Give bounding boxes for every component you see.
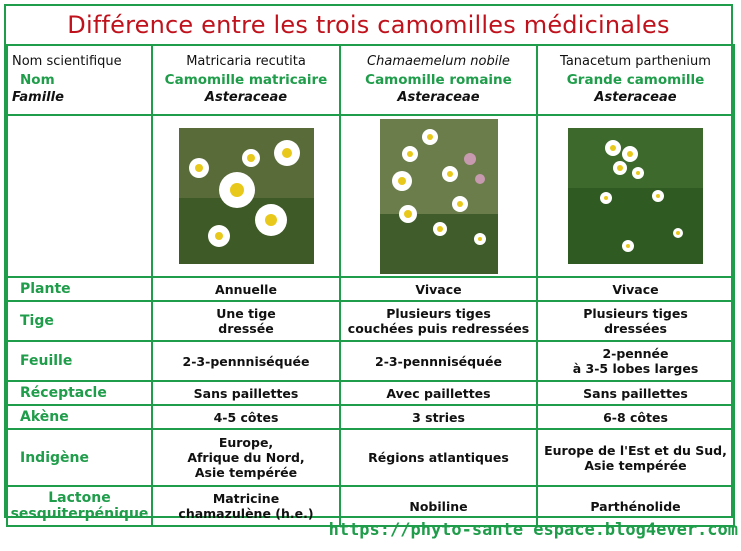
- photo-row: [7, 115, 734, 277]
- photo-cell: [152, 115, 340, 277]
- species-scientific-name: Tanacetum parthenium: [560, 54, 711, 69]
- photo-cell: [537, 115, 734, 277]
- cell-text: Europe de l'Est et du Sud,: [544, 442, 727, 458]
- cell-text: Sans paillettes: [583, 385, 688, 401]
- cell-text: Avec paillettes: [386, 385, 491, 401]
- table-cell: [152, 277, 340, 301]
- species-family: Asteraceae: [204, 90, 288, 105]
- characteristics-rows: [7, 277, 734, 526]
- cell-text: Sans paillettes: [193, 385, 299, 401]
- table-cell: [340, 381, 537, 405]
- cell-text: Une tige: [216, 306, 276, 321]
- row-label-text: Akène: [20, 409, 69, 425]
- matricaria-photo: [179, 128, 314, 264]
- label-family: Famille: [12, 90, 64, 105]
- footer-url: https://phyto-sante espace.blog4ever.com: [328, 520, 738, 540]
- label-scientific-name: Nom scientifique: [12, 54, 122, 69]
- species-common-name: Grande camomille: [566, 72, 705, 88]
- table-row: [7, 341, 734, 381]
- table-row: [7, 301, 734, 341]
- row-label-text: Lactone: [48, 490, 111, 506]
- table-cell: [152, 429, 340, 486]
- cell-text: à 3-5 lobes larges: [572, 361, 699, 376]
- cell-text: dressées: [604, 321, 667, 336]
- table-cell: [340, 429, 537, 486]
- row-label-text: Réceptacle: [20, 385, 107, 401]
- species-scientific-name: Matricaria recutita: [186, 54, 306, 69]
- chamaemelum-photo: [380, 119, 498, 274]
- table-cell: [537, 277, 734, 301]
- cell-text: 6-8 côtes: [603, 409, 668, 425]
- table-cell: [537, 301, 734, 341]
- page-title: Différence entre les trois camomilles médicinales: [67, 11, 670, 39]
- tanacetum-photo: [568, 128, 703, 264]
- table-row: [7, 429, 734, 486]
- table-row: [7, 381, 734, 405]
- cell-text: 4-5 côtes: [213, 409, 279, 425]
- table-cell: [340, 277, 537, 301]
- photo-empty-cell: [7, 115, 152, 277]
- table-cell: [537, 341, 734, 381]
- table-row: [7, 405, 734, 429]
- comparison-table: [6, 44, 735, 527]
- cell-text: 2-3-pennniséquée: [375, 353, 502, 369]
- row-label-text: Indigène: [20, 449, 89, 466]
- cell-text: Parthénolide: [590, 498, 681, 514]
- species-header-matricaria: [152, 45, 340, 115]
- row-label: [7, 301, 152, 341]
- header-labels-cell: [7, 45, 152, 115]
- row-label: [7, 405, 152, 429]
- table-cell: [152, 405, 340, 429]
- species-common-name: Camomille matricaire: [164, 72, 328, 88]
- table-cell: [537, 405, 734, 429]
- cell-text: Plusieurs tiges: [386, 306, 491, 321]
- table-row: [7, 277, 734, 301]
- table-cell: [152, 301, 340, 341]
- species-scientific-name: Chamaemelum nobile: [367, 54, 510, 69]
- row-label: [7, 429, 152, 486]
- cell-text: couchées puis redressées: [347, 321, 530, 336]
- row-label-text: Plante: [20, 281, 71, 297]
- cell-text: 2-3-pennniséquée: [182, 353, 310, 369]
- cell-text: Asie tempérée: [584, 457, 687, 473]
- row-label-text: Feuille: [20, 353, 73, 369]
- species-family: Asteraceae: [594, 90, 677, 105]
- row-label-text: sesquiterpénique: [10, 506, 149, 522]
- cell-text: Asie tempérée: [194, 465, 298, 480]
- photo-cell: [340, 115, 537, 277]
- table-cell: [152, 381, 340, 405]
- table-cell: [340, 341, 537, 381]
- cell-text: Matricine: [212, 491, 280, 506]
- cell-text: Afrique du Nord,: [187, 450, 305, 465]
- species-common-name: Camomille romaine: [365, 72, 512, 88]
- cell-text: dressée: [218, 321, 274, 336]
- label-common-name: Nom: [20, 72, 55, 88]
- cell-text: Vivace: [415, 281, 462, 297]
- row-label-text: Tige: [20, 313, 54, 329]
- cell-text: Europe,: [218, 435, 274, 450]
- cell-text: Annuelle: [215, 281, 277, 297]
- cell-text: Nobiline: [409, 498, 468, 514]
- species-header-tanacetum: [537, 45, 734, 115]
- cell-text: 2-pennée: [602, 346, 669, 361]
- cell-text: Régions atlantiques: [368, 450, 509, 465]
- table-cell: [152, 341, 340, 381]
- cell-text: Vivace: [612, 281, 659, 297]
- species-family: Asteraceae: [397, 90, 480, 105]
- row-label: [7, 486, 152, 526]
- row-label: [7, 381, 152, 405]
- cell-text: Plusieurs tiges: [583, 306, 688, 321]
- species-header-chamaemelum: [340, 45, 537, 115]
- row-label: [7, 341, 152, 381]
- row-label: [7, 277, 152, 301]
- table-cell: [340, 405, 537, 429]
- table-cell: [340, 301, 537, 341]
- cell-text: 3 stries: [412, 409, 465, 425]
- table-cell: [537, 429, 734, 486]
- table-cell: [537, 381, 734, 405]
- cell-text: chamazulène (h.e.): [178, 506, 314, 521]
- header-row: [7, 45, 734, 115]
